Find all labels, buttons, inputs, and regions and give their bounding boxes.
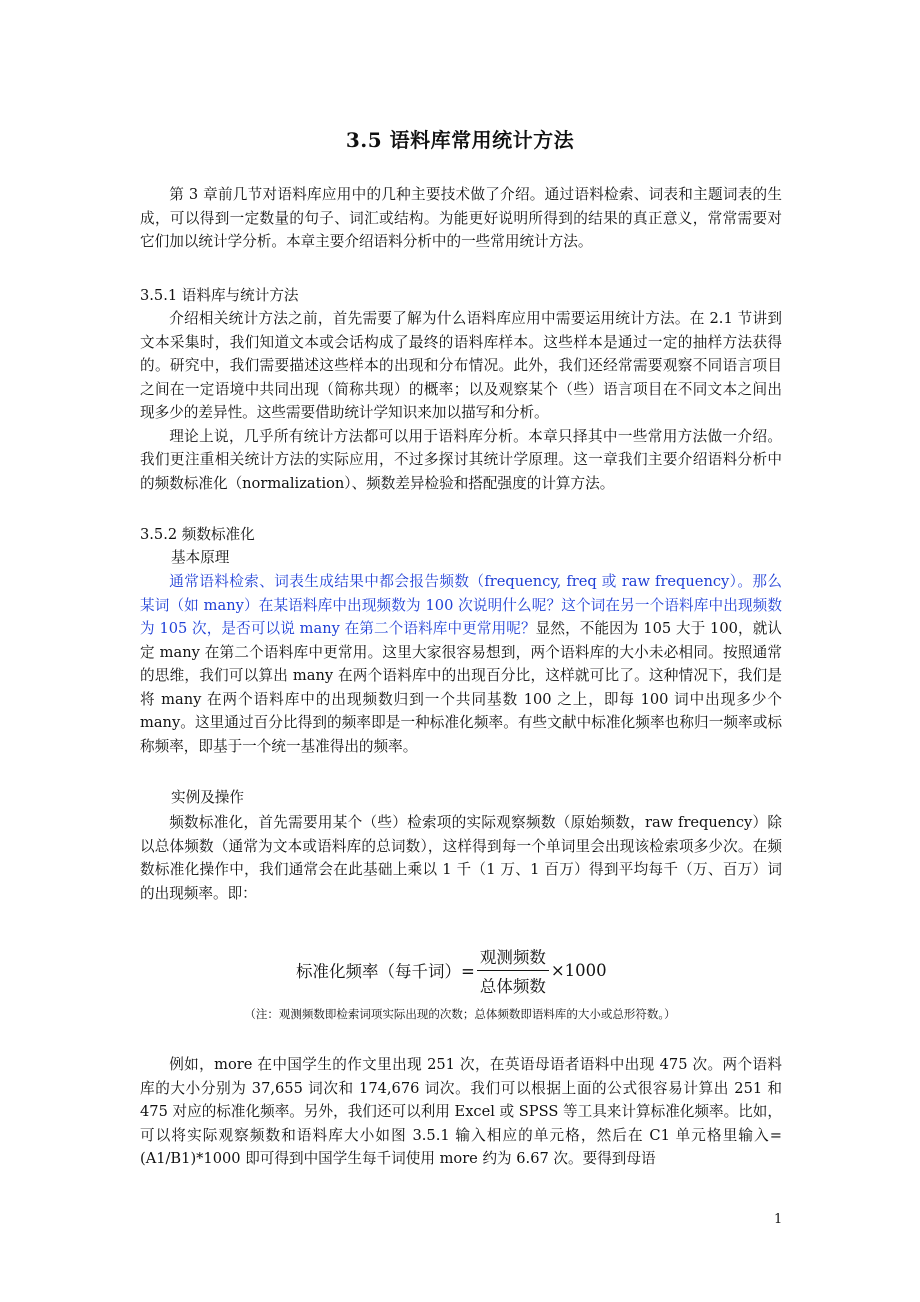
section-3-5-1-body <box>140 307 782 495</box>
section-3-5-1-paragraph-1: 介绍相关统计方法之前，首先需要了解为什么语料库应用中需要运用统计方法。在 2.1 节讲到文本采集时，我们知道文本或会话构成了最终的语料库样本。这些样本是通过一定的抽样方法获得的。研究中，我们需要描述这些样本的出现和分布情况。此外，我们还经常需要观察不同语言项目之间在一定语境中共同出现（简称共现）的概率；以及观察某个（些）语言项目在不同文本之间出现多少的差异性。这些需要借助统计学知识来加以描写和分析。 <box>140 310 782 421</box>
example-paragraph-2: 例如，more 在中国学生的作文里出现 251 次，在英语母语者语料中出现 475 次。两个语料库的大小分别为 37,655 词次和 174,676 词次。我们可以根据上面的公式很容易计算出 251 和 475 对应的标准化频率。另外，我们还可以利用 Excel 或 SPSS 等工具来计算标准化频率。比如，可以将实际观察频数和语料库大小如图 3.5.1 输入相应的单元格，然后在 C1 单元格里输入=(A1/B1)*1000 即可得到中国学生每千词使用 more 约为 6.67 次。要得到母语 <box>140 1056 782 1167</box>
formula-multiplier: ×1000 <box>550 960 607 980</box>
formula-lhs: 标准化频率（每千词）= <box>296 962 475 981</box>
basic-principle-text: 显然，不能因为 105 大于 100，就认定 many 在第二个语料库中更常用。这里大家很容易想到，两个语料库的大小未必相同。按照通常的思维，我们可以算出 many 在两个语料库中的出现百分比，这样就可比了。这种情况下，我们是将 many 在两个语料库中的出现频数归到一个共同基数 100 之上，即每 100 词中出现多少个 many。这里通过百分比得到的频率即是一种标准化频率。有些文献中标准化频率也称归一频率或标称频率，即基于一个统一基准得出的频率。 <box>140 620 782 755</box>
formula-numerator: 观测频数 <box>479 947 546 967</box>
subheading-example-operation: 实例及操作 <box>171 789 244 806</box>
section-heading-3-5-1: 3.5.1 语料库与统计方法 <box>140 287 299 304</box>
basic-principle-block <box>140 570 782 758</box>
section-heading-3-5-2: 3.5.2 频数标准化 <box>140 526 255 543</box>
normalization-formula <box>296 940 636 1000</box>
example-block <box>140 811 782 905</box>
subheading-basic-principle: 基本原理 <box>171 549 230 566</box>
formula-denominator: 总体频数 <box>479 976 546 996</box>
section-3-5-1-paragraph-2: 理论上说，几乎所有统计方法都可以用于语料库分析。本章只择其中一些常用方法做一介绍。我们更注重相关统计方法的实际应用，不过多探讨其统计学原理。这一章我们主要介绍语料分析中的频数标准化（normalization）、频数差异检验和搭配强度的计算方法。 <box>140 427 782 492</box>
page-number: 1 <box>774 1212 783 1227</box>
intro-paragraph: 第 3 章前几节对语料库应用中的几种主要技术做了介绍。通过语料检索、词表和主题词表的生成，可以得到一定数量的句子、词汇或结构。为能更好说明所得到的结果的真正意义，常常需要对它们加以统计学分析。本章主要介绍语料分析中的一些常用统计方法。 <box>140 186 782 250</box>
formula-fraction <box>477 944 549 997</box>
basic-principle-paragraph <box>140 570 782 758</box>
highlighted-text: 通常语料检索、词表生成结果中都会报告频数（frequency, freq 或 raw frequency）。那么某词（如 many）在某语料库中出现频数为 100 次说明什么呢？这个词在另一个语料库中出现频数为 105 次，是否可以说 many 在第二个语料库中更常用呢？ <box>140 573 782 637</box>
intro-block <box>140 183 782 254</box>
example-block-2 <box>140 1053 782 1171</box>
example-paragraph-1: 频数标准化，首先需要用某个（些）检索项的实际观察频数（原始频数，raw frequency）除以总体频数（通常为文本或语料库的总词数），这样得到每一个单词里会出现该检索项多少次。在频数标准化操作中，我们通常会在此基础上乘以 1 千（1 万、1 百万）得到平均每千（万、百万）词的出现频率。即： <box>140 814 782 902</box>
page-title: 3.5 语料库常用统计方法 <box>345 128 575 152</box>
formula-note: （注：观测频数即检索词项实际出现的次数；总体频数即语料库的大小或总形符数。） <box>244 1007 676 1021</box>
